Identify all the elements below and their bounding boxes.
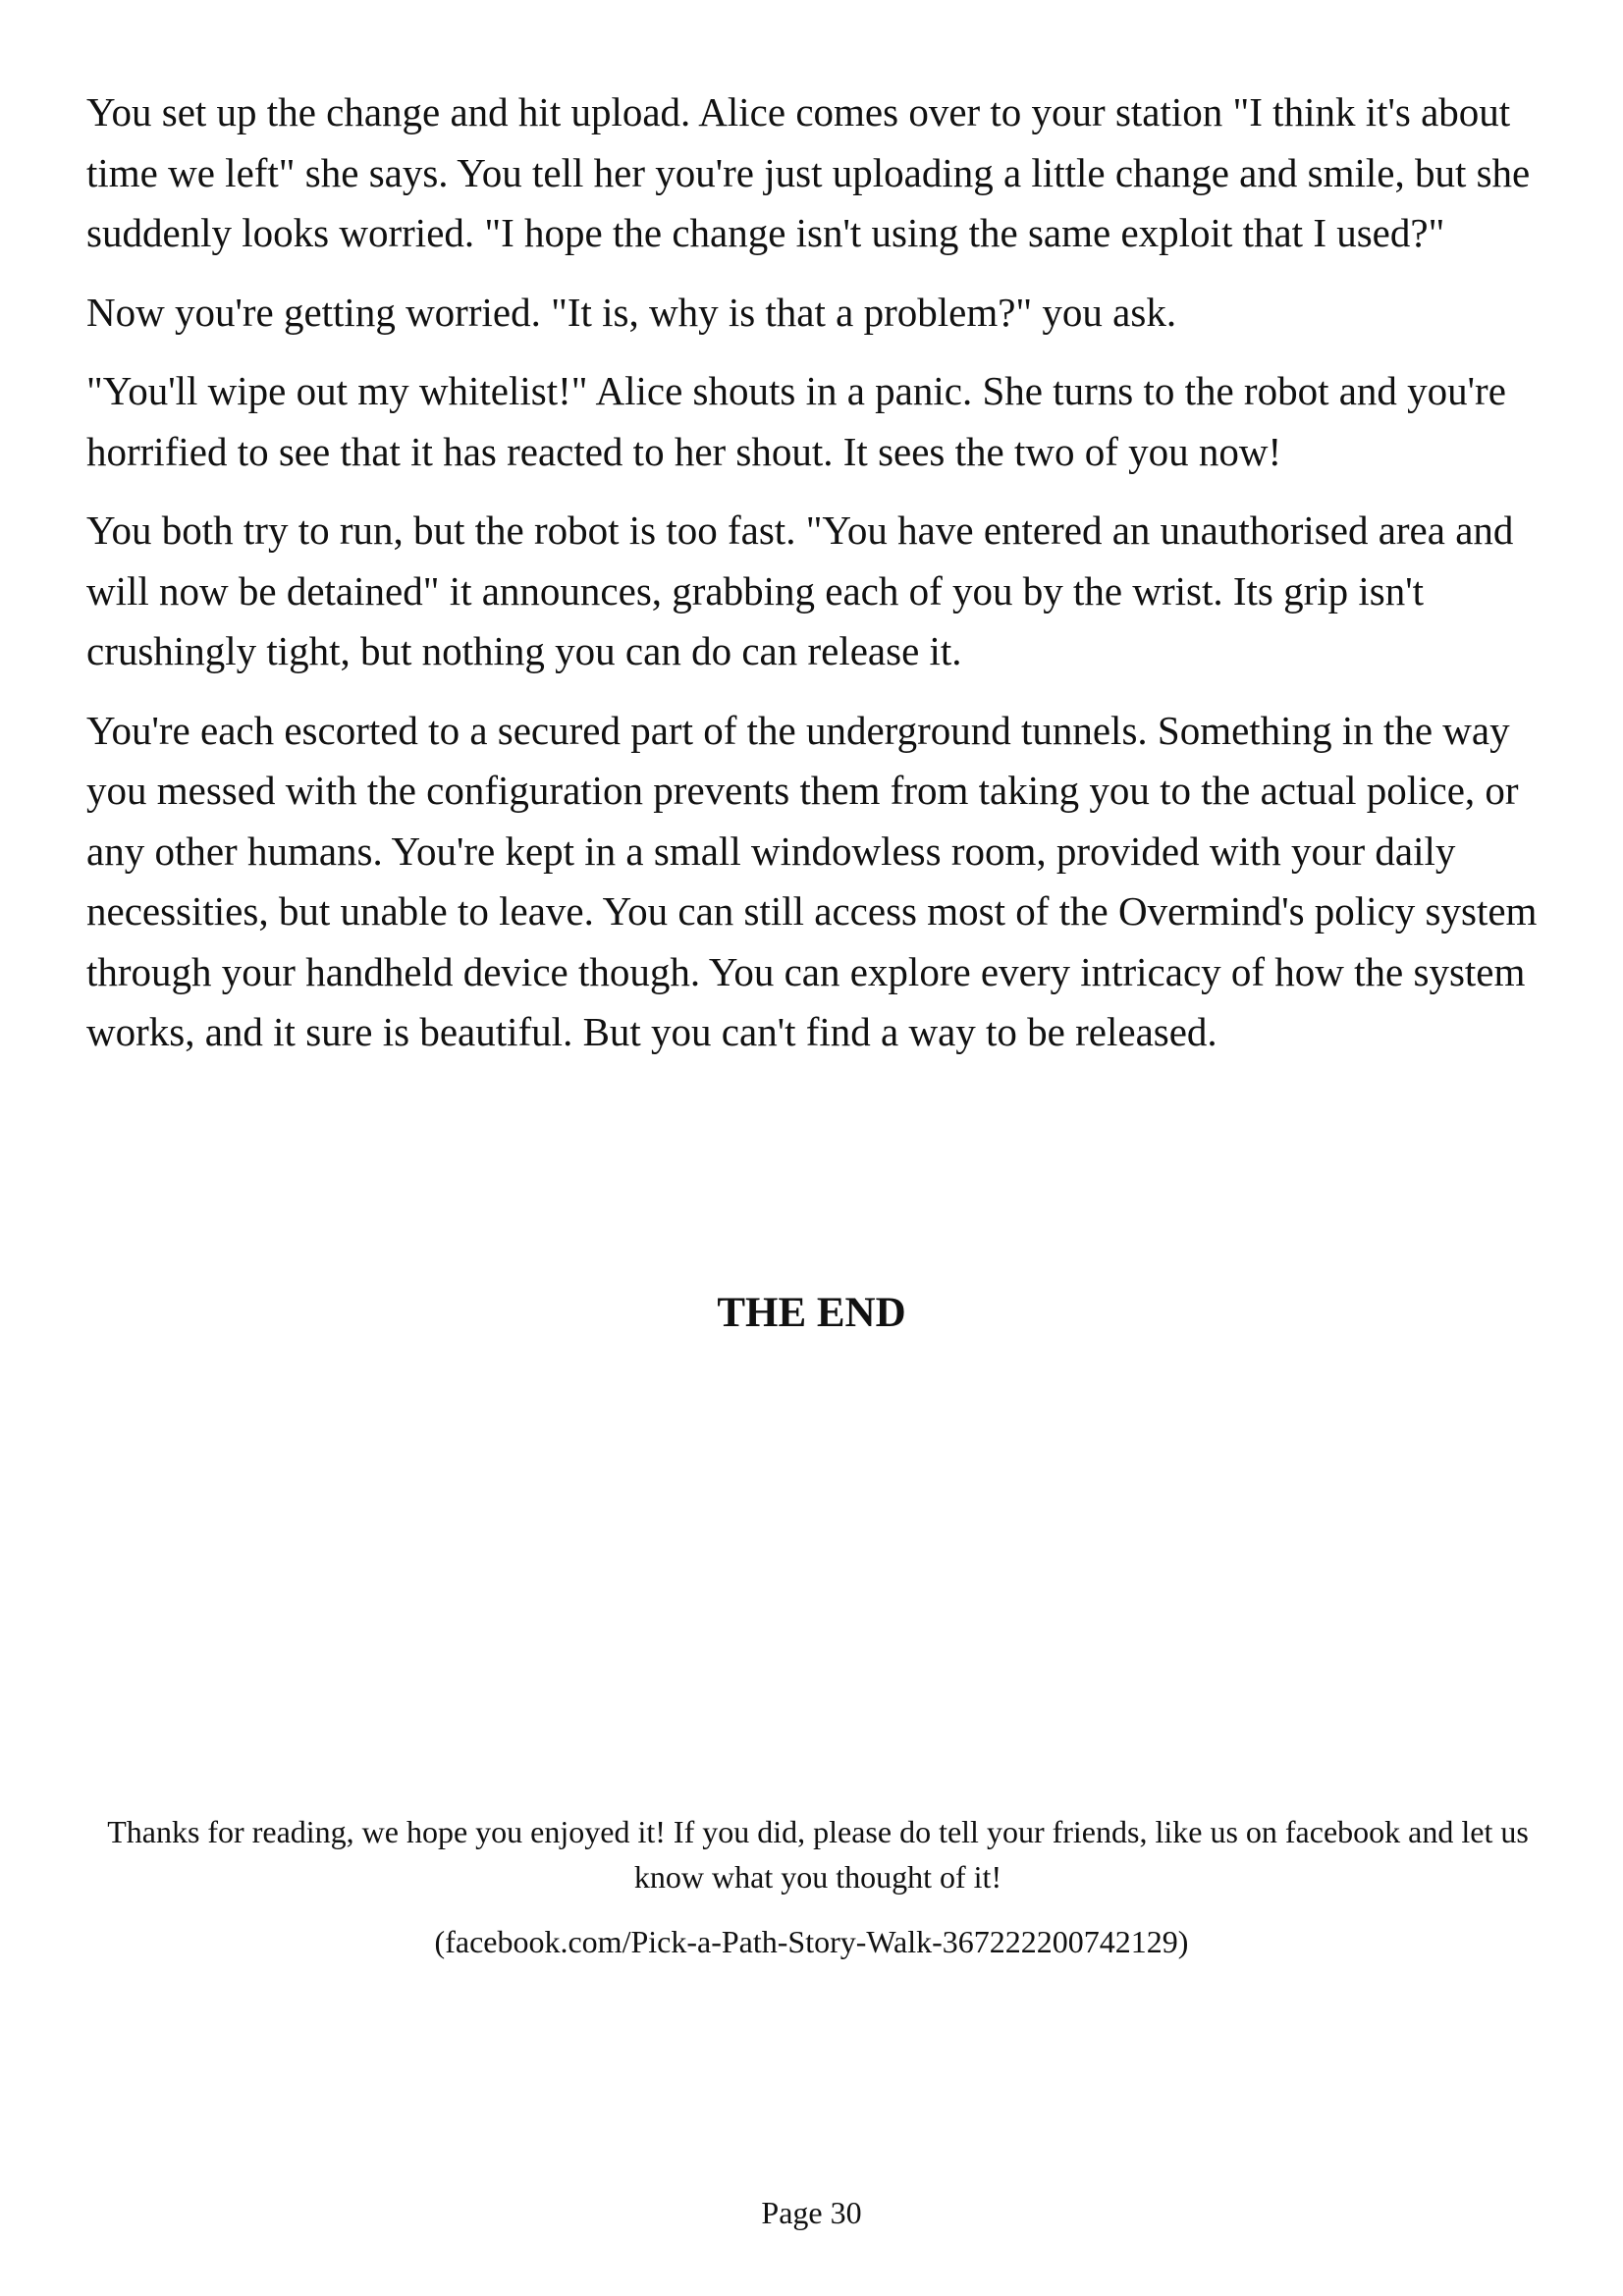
ending-heading: THE END [717,1290,906,1336]
page-number: Page 30 [761,2195,862,2230]
facebook-link[interactable]: (facebook.com/Pick-a-Path-Story-Walk-367222200742129) [434,1924,1189,1959]
story-paragraph-1: You set up the change and hit upload. Alice comes over to your station "I think it's about time we left" she says. You tell her you're just uploading a little change and smile, but she suddenly looks worried. "I hope the change isn't using the same exploit that I used?" [86,89,1531,255]
story-paragraph-2: Now you're getting worried. "It is, why is that a problem?" you ask. [86,289,1177,335]
story-body [86,82,1549,1082]
story-paragraph-4: You both try to run, but the robot is too fast. "You have entered an unauthorised area and will now be detained" it announces, grabbing each of you by the wrist. Its grip isn't crushingly tight, but nothing you can do can release it. [86,507,1514,673]
story-paragraph-3: "You'll wipe out my whitelist!" Alice shouts in a panic. She turns to the robot and you're horrified to see that it has reacted to her shout. It sees the two of you now! [86,368,1506,474]
thanks-message: Thanks for reading, we hope you enjoyed it! If you did, please do tell your friends, like us on facebook and let us know what you thought of it! [107,1814,1529,1895]
story-paragraph-5: You're each escorted to a secured part of the underground tunnels. Something in the way you messed with the configuration prevents them from taking you to the actual police, or any other humans. You're kept in a small windowless room, provided with your daily necessities, but unable to leave. You can still access most of the Overmind's policy system through your handheld device though. You can explore every intricacy of how the system works, and it sure is beautiful. But you can't find a way to be released. [86,707,1538,1054]
